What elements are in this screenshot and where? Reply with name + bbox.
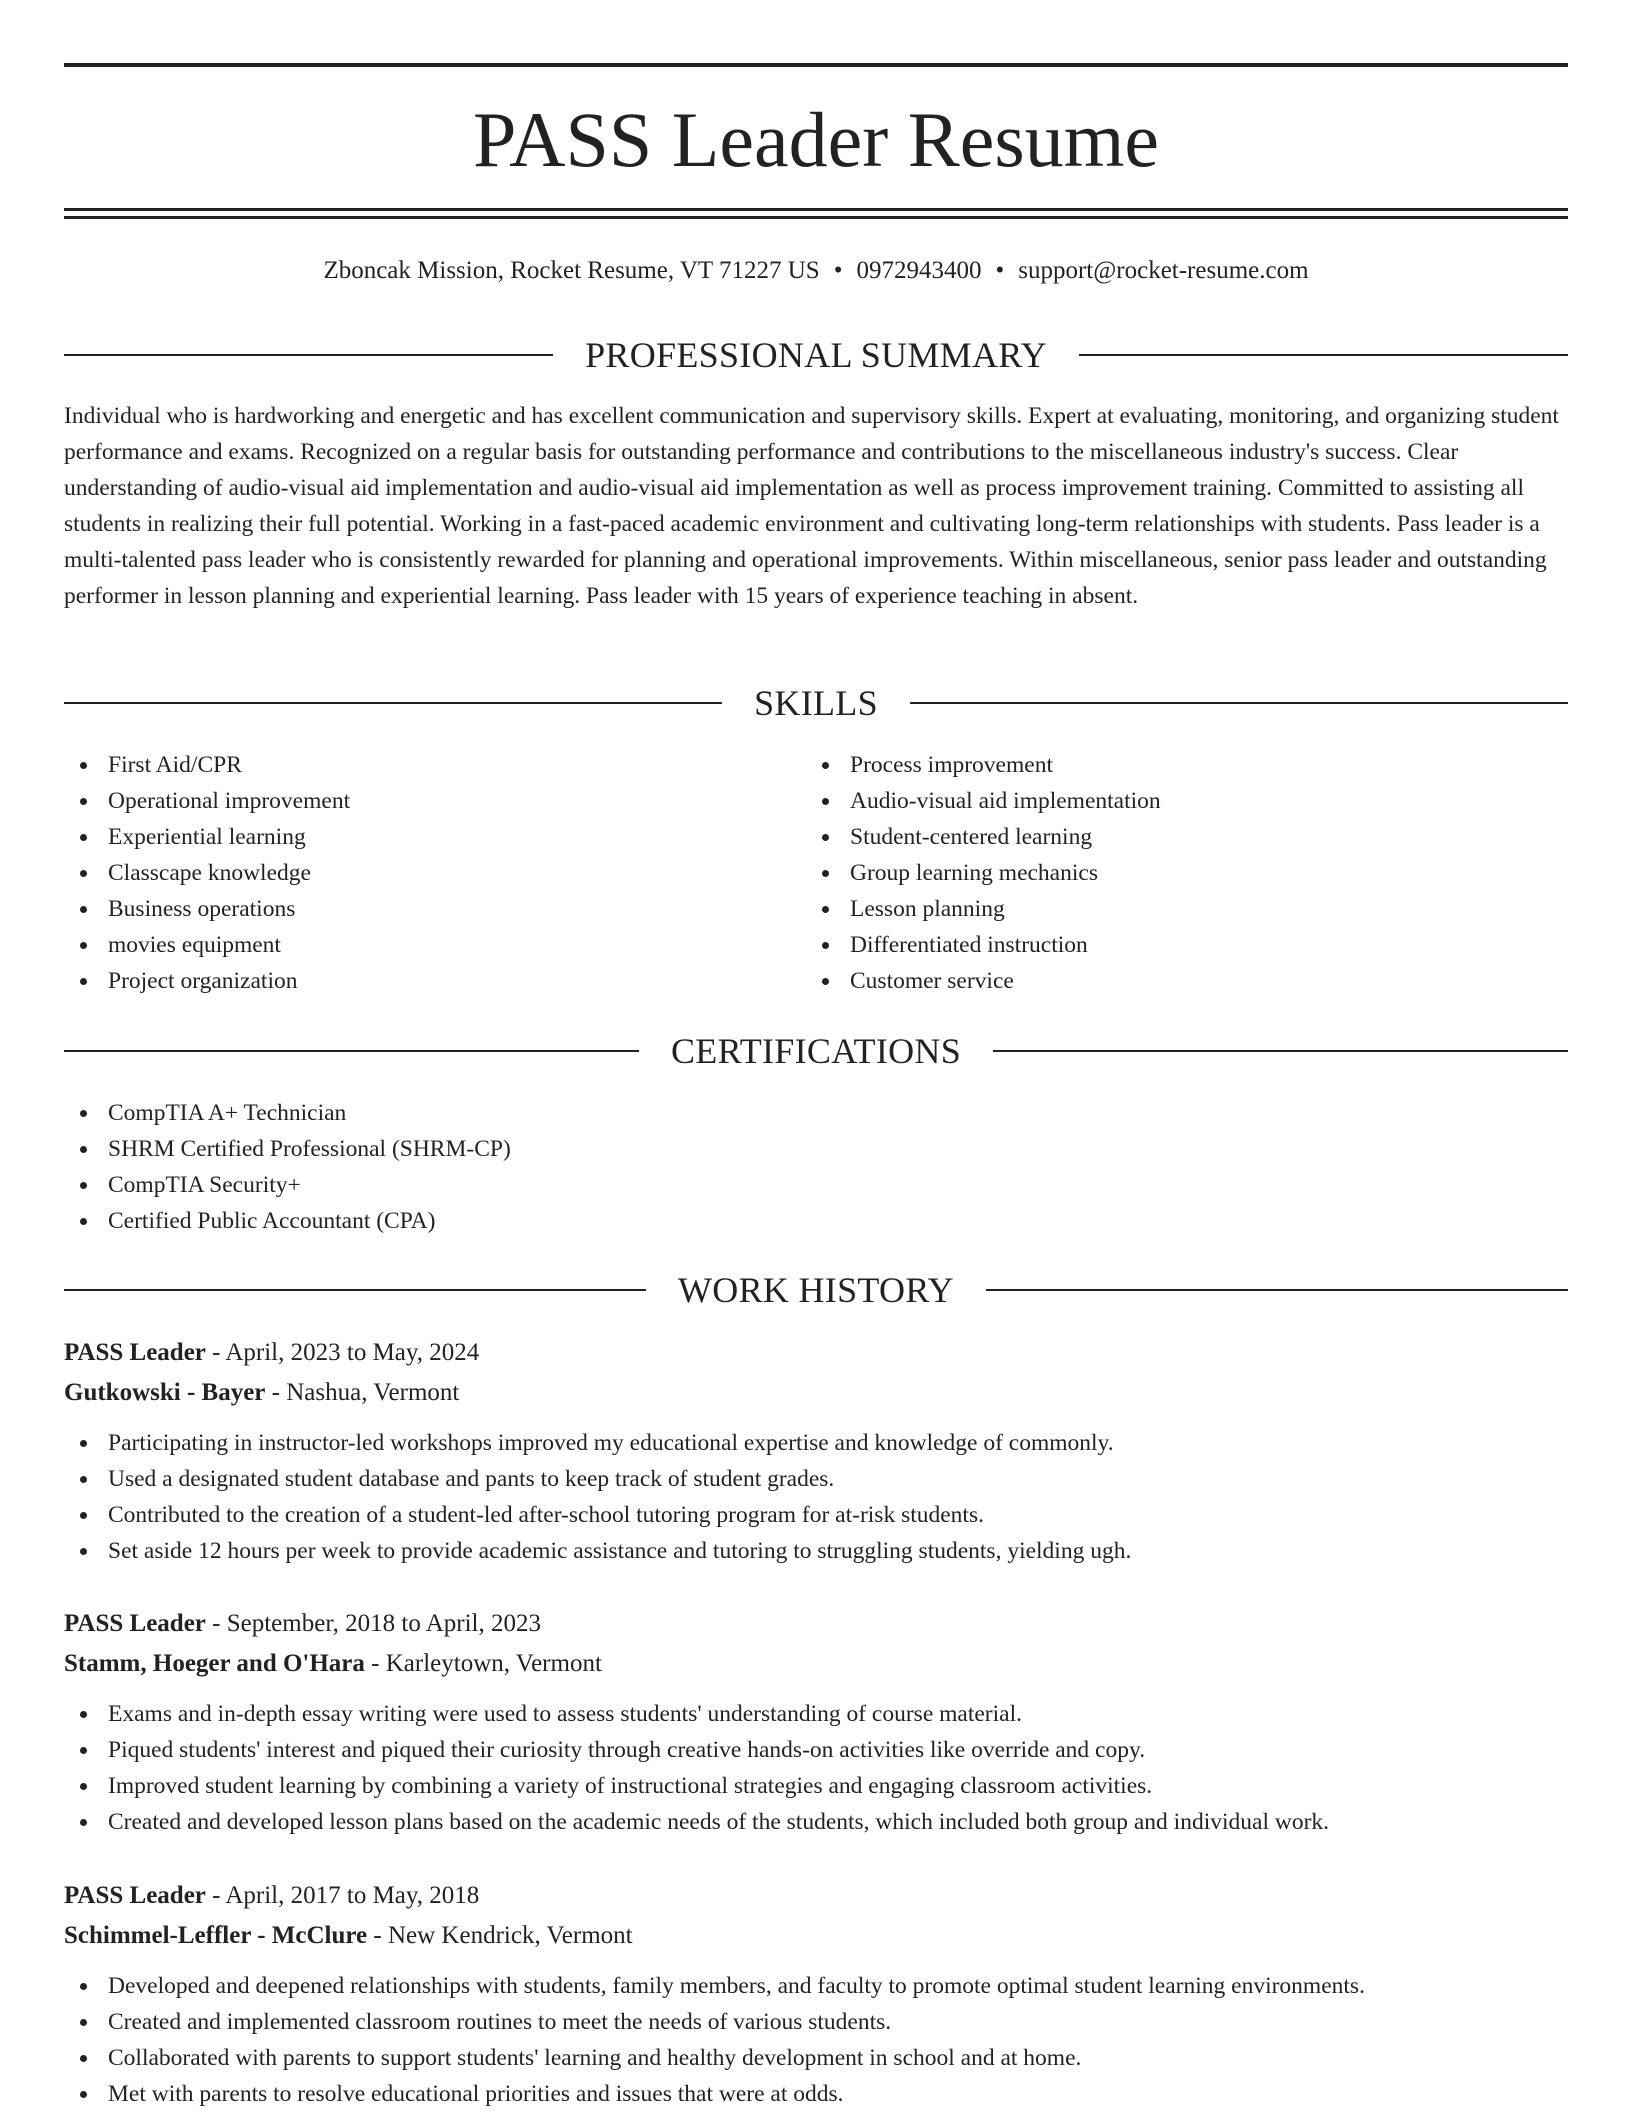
job-company: Gutkowski - Bayer: [64, 1379, 266, 1406]
title-rule-upper: [64, 208, 1568, 211]
certifications-list: [64, 1095, 1568, 1239]
resume-title: PASS Leader Resume: [472, 96, 1160, 183]
section-rule-left: [64, 702, 722, 704]
job-title: PASS Leader: [64, 1610, 206, 1637]
certification-item: Certified Public Accountant (CPA): [64, 1203, 1568, 1239]
section-header-certifications: [64, 1029, 1568, 1073]
job-dates: - April, 2017 to May, 2018: [205, 1882, 480, 1909]
job-role-line: [64, 1876, 1568, 1916]
job-duty-item: Created and developed lesson plans based on the academic needs of the students, which included both group and individual work.: [64, 1804, 1568, 1840]
section-title-skills: SKILLS: [754, 683, 878, 723]
skill-item: Differentiated instruction: [806, 927, 1546, 963]
section-rule-left: [64, 1289, 646, 1291]
job-duty-item: Piqued students' interest and piqued their curiosity through creative hands-on activities like override and copy.: [64, 1732, 1568, 1768]
section-title-certifications: CERTIFICATIONS: [670, 1031, 962, 1071]
job-duty-item: Set aside 12 hours per week to provide academic assistance and tutoring to struggling students, yielding ugh.: [64, 1533, 1568, 1569]
job-duty-item: Contributed to the creation of a student-led after-school tutoring program for at-risk students.: [64, 1497, 1568, 1533]
job-company-line: [64, 1916, 1568, 1956]
job-duty-item: Participating in instructor-led workshops improved my educational expertise and knowledge of commonly.: [64, 1425, 1568, 1461]
job-title: PASS Leader: [64, 1339, 206, 1366]
job-duties-list: [64, 1425, 1568, 1569]
skills-list-right: [806, 747, 1546, 999]
job-duty-item: Met with parents to resolve educational priorities and issues that were at odds.: [64, 2076, 1568, 2112]
skill-item: Operational improvement: [64, 783, 804, 819]
job-location: - Nashua, Vermont: [265, 1379, 460, 1406]
job-duty-item: Developed and deepened relationships with students, family members, and faculty to promote optimal student learning environments.: [64, 1968, 1568, 2004]
section-rule-left: [64, 354, 553, 356]
certification-item: CompTIA A+ Technician: [64, 1095, 1568, 1131]
job-entry: [64, 1333, 1568, 1569]
skill-item: Business operations: [64, 891, 804, 927]
job-company-line: [64, 1373, 1568, 1413]
job-duty-item: Created and implemented classroom routines to meet the needs of various students.: [64, 2004, 1568, 2040]
job-duty-item: Exams and in-depth essay writing were used to assess students' understanding of course material.: [64, 1696, 1568, 1732]
job-duty-item: Improved student learning by combining a variety of instructional strategies and engaging classroom activities.: [64, 1768, 1568, 1804]
contact-address: Zboncak Mission, Rocket Resume, VT 71227 US: [323, 257, 820, 284]
job-role-line: [64, 1333, 1568, 1373]
job-location: - New Kendrick, Vermont: [367, 1922, 633, 1949]
job-entry: [64, 1604, 1568, 1840]
job-company: Stamm, Hoeger and O'Hara: [64, 1650, 365, 1677]
skill-item: First Aid/CPR: [64, 747, 804, 783]
skill-item: Project organization: [64, 963, 804, 999]
job-company: Schimmel-Leffler - McClure: [64, 1922, 368, 1949]
skill-item: Audio-visual aid implementation: [806, 783, 1546, 819]
contact-separator: •: [833, 257, 843, 284]
section-rule-right: [993, 1050, 1568, 1052]
skill-item: Student-centered learning: [806, 819, 1546, 855]
contact-separator: •: [995, 257, 1005, 284]
job-company-line: [64, 1644, 1568, 1684]
certification-item: CompTIA Security+: [64, 1167, 1568, 1203]
contact-email: support@rocket-resume.com: [1018, 257, 1309, 284]
section-rule-right: [1079, 354, 1568, 356]
section-header-skills: [64, 681, 1568, 725]
job-role-line: [64, 1604, 1568, 1644]
section-rule-left: [64, 1050, 639, 1052]
section-title-work-history: WORK HISTORY: [678, 1270, 954, 1310]
skill-item: Process improvement: [806, 747, 1546, 783]
skill-item: Experiential learning: [64, 819, 804, 855]
skill-item: Group learning mechanics: [806, 855, 1546, 891]
professional-summary-text: Individual who is hardworking and energetic and has excellent communication and supervisory skills. Expert at evaluating, monitoring, and organizing student performance and exams. Recognized on a regular basis for outstanding performance and contributions to the miscellaneous industry's success. Clear understanding of audio-visual aid implementation and audio-visual aid implementation as well as process improvement training. Committed to assisting all students in realizing their full potential. Working in a fast-paced academic environment and cultivating long-term relationships with students. Pass leader is a multi-talented pass leader who is consistently rewarded for planning and operational improvements. Within miscellaneous, senior pass leader and outstanding performer in lesson planning and experiential learning. Pass leader with 15 years of experience teaching in absent.: [64, 403, 1559, 609]
skill-item: Lesson planning: [806, 891, 1546, 927]
job-title: PASS Leader: [64, 1882, 206, 1909]
job-duty-item: Used a designated student database and pants to keep track of student grades.: [64, 1461, 1568, 1497]
skill-item: movies equipment: [64, 927, 804, 963]
top-rule: [64, 63, 1568, 67]
contact-line: [64, 255, 1568, 287]
skill-item: Customer service: [806, 963, 1546, 999]
section-header-summary: [64, 333, 1568, 377]
section-header-work-history: [64, 1268, 1568, 1312]
job-duty-item: Collaborated with parents to support students' learning and healthy development in school and at home.: [64, 2040, 1568, 2076]
skills-list-left: [64, 747, 804, 999]
job-duties-list: [64, 1696, 1568, 1840]
skill-item: Classcape knowledge: [64, 855, 804, 891]
section-title-summary: PROFESSIONAL SUMMARY: [585, 335, 1047, 375]
job-dates: - April, 2023 to May, 2024: [205, 1339, 480, 1366]
job-dates: - September, 2018 to April, 2023: [205, 1610, 541, 1637]
section-rule-right: [986, 1289, 1568, 1291]
section-rule-right: [910, 702, 1568, 704]
title-rule-lower: [64, 216, 1568, 219]
job-location: - Karleytown, Vermont: [364, 1650, 602, 1677]
job-entry: [64, 1876, 1568, 2112]
contact-phone: 0972943400: [856, 257, 982, 284]
certification-item: SHRM Certified Professional (SHRM-CP): [64, 1131, 1568, 1167]
job-duties-list: [64, 1968, 1568, 2112]
